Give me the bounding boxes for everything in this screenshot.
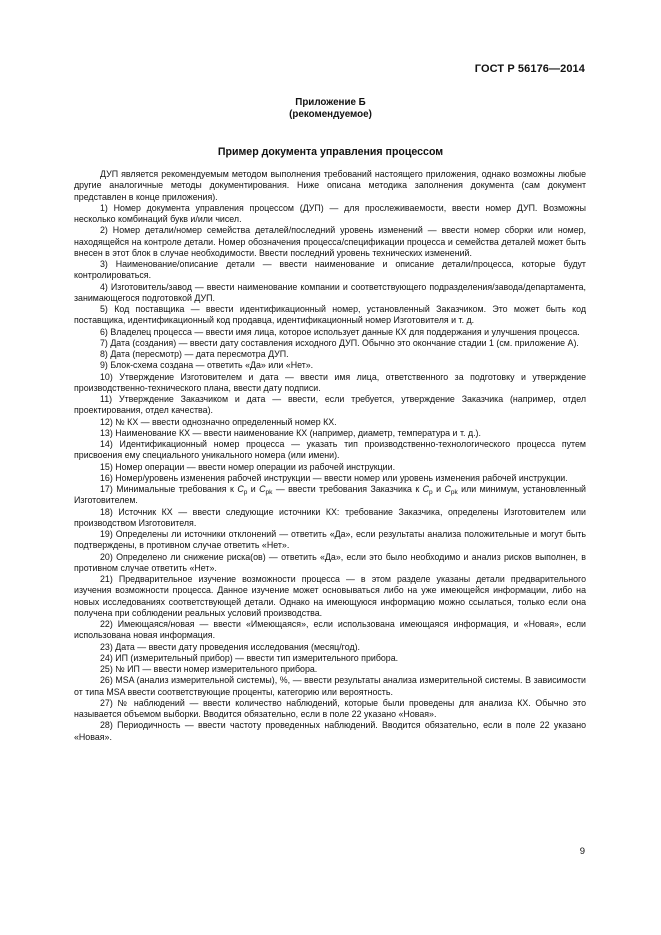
item-21: 21) Предварительное изучение возможности процесса — в этом разделе указаны детали предварительного изучения возможности процесса. Данное изучение может основываться либо на уже имеющейся информации, либо на новых исследованиях соответствующей детали. Однако на имеющуюся информацию можно ссылаться, только если она получена при соблюдении реальных условий производства. <box>74 574 586 618</box>
item-1: 1) Номер документа управления процессом (ДУП) — для прослеживаемости, ввести номер ДУП. Возможны несколько комбинаций букв и/или чисел. <box>74 202 586 224</box>
item-23: 23) Дата — ввести дату проведения исследования (месяц/год). <box>100 641 361 652</box>
appendix-label: Приложение Б <box>295 97 366 108</box>
item-2: 2) Номер детали/номер семейства деталей/последний уровень изменений — ввести номер сборки или номер, находящейся на контроле детали. Номер обозначения процесса/спецификации процесса и семейства деталей может быть внесен в этот блок в случае необходимости. Ввести последний уровень технических изменений. <box>74 225 586 258</box>
page-number: 9 <box>579 846 585 857</box>
item-3: 3) Наименование/описание детали — ввести наименование и описание детали/процесса, которые будут контролироваться. <box>74 259 586 281</box>
item-13: 13) Наименование КХ — ввести наименование КХ (например, диаметр, температура и т. д.). <box>100 427 481 438</box>
appendix-status: (рекомендуемое) <box>289 109 372 120</box>
intro-paragraph: ДУП является рекомендуемым методом выполнения требований настоящего приложения, однако возможны любые другие аналогичные методы документирования. Ниже описана методика заполнения документа (сам документ представлен в конце приложения). <box>74 169 586 202</box>
item-7: 7) Дата (создания) — ввести дату составления исходного ДУП. Обычно это окончание стадии 1 (см. приложение А). <box>100 337 579 348</box>
item-20: 20) Определено ли снижение риска(ов) — ответить «Да», если это было необходимо и анализ рисков выполнен, в противном случае ответить «Нет». <box>74 551 586 573</box>
item-16: 16) Номер/уровень изменения рабочей инструкции — ввести номер или уровень изменения рабочей инструкции. <box>100 472 568 483</box>
item-24: 24) ИП (измерительный прибор) — ввести тип измерительного прибора. <box>100 652 399 663</box>
item-25: 25) № ИП — ввести номер измерительного прибора. <box>100 664 318 674</box>
item-11: 11) Утверждение Заказчиком и дата — ввести, если требуется, утверждение Заказчика (например, отдел проектирования, отдел качества). <box>74 394 586 416</box>
standard-designation: ГОСТ Р 56176—2014 <box>474 63 585 75</box>
item-15: 15) Номер операции — ввести номер операции из рабочей инструкции. <box>100 461 396 472</box>
item-5: 5) Код поставщика — ввести идентификационный номер, установленный Заказчиком. Это может быть код поставщика, идентификационный код продавца, идентификационный номер Изготовителя и т. д. <box>74 304 586 326</box>
item-12: 12) № КХ — ввести однозначно определенный номер КХ. <box>100 416 337 427</box>
document-title: Пример документа управления процессом <box>217 146 444 158</box>
item-28: 28) Периодичность — ввести частоту проведенных наблюдений. Вводится обязательно, если в поле 22 указано «Новая». <box>74 720 586 742</box>
body-text <box>74 169 586 743</box>
item-4: 4) Изготовитель/завод — ввести наименование компании и соответствующего подразделения/завода/департамента, занимающегося подготовкой ДУП. <box>74 281 586 303</box>
item-22: 22) Имеющаяся/новая — ввести «Имеющаяся», если использована имеющаяся информация, и «Новая», если использована новая информация. <box>74 619 586 641</box>
item-19: 19) Определены ли источники отклонений — ответить «Да», если результаты анализа положительные и могут быть подтверждены, в противном случае ответить «Нет». <box>74 529 586 551</box>
item-27: 27) № наблюдений — ввести количество наблюдений, которые были проведены для анализа КХ. Обычно это называется объемом выборки. Вводится обязательно, если в поле 22 указано «Новая». <box>74 697 586 719</box>
item-9: 9) Блок-схема создана — ответить «Да» или «Нет». <box>100 360 314 371</box>
item-14: 14) Идентификационный номер процесса — указать тип производственно-технологического процесса путем присвоения ему специального уникального номера (или имени). <box>74 439 586 461</box>
item-18: 18) Источник КХ — ввести следующие источники КХ: требование Заказчика, определены Изготовителем или производством Изготовителя. <box>74 506 586 528</box>
item-8: 8) Дата (пересмотр) — дата пересмотра ДУП. <box>100 349 289 359</box>
item-26: 26) MSA (анализ измерительной системы), %, — ввести результаты анализа измерительной системы. В зависимости от типа MSA ввести соответствующие проценты, категорию или вероятность. <box>74 675 586 697</box>
item-17: 17) Минимальные требования к $C_p$ и $C_{pk}$ — ввести требования Заказчика к $C_p$ и $C_{pk}$ или минимум, установленный Изготовителем. <box>74 484 586 506</box>
item-10: 10) Утверждение Изготовителем и дата — ввести имя лица, ответственного за подготовку и утверждение производственно-технического плана, ввести дату подписи. <box>74 371 586 393</box>
item-6: 6) Владелец процесса — ввести имя лица, которое использует данные КХ для поддержания и улучшения процесса. <box>100 326 580 337</box>
appendix-heading <box>0 97 661 121</box>
